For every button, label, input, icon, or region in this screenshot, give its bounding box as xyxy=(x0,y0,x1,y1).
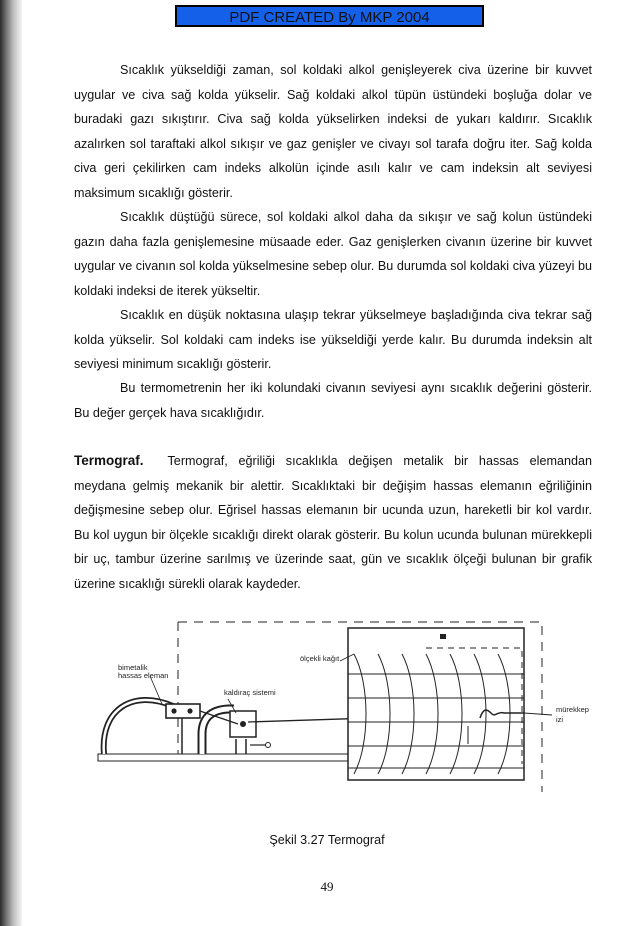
paragraph-text: Sıcaklık yükseldiği zaman, sol koldaki alkol genişleyerek civa üzerine bir kuvvet uygular ve civa sağ kolda yükselir. Sağ koldaki alkol tüpün üstündeki boşluğa dolar ve buradaki gazı sıkıştırır. Civa sağ kolda yükselirken indeksi de yukarı kaldırır. Sıcaklık azalırken sol taraftaki alkol sıkışır ve gaz genişler ve civayı sol tarafa doğru iter. Sağ kolda civa geri çekilirken cam indeks alkolün içinde asılı kalır ve cam indeksin alt seviyesi maksimum sıcaklığı gösterir. xyxy=(74,63,592,200)
paragraph-text: Sıcaklık en düşük noktasına ulaşıp tekrar yükselmeye başladığında civa tekrar sağ kolda yükselir. Sol koldaki cam indeks ise yükseldiği yerde kalır. Bu durumda indeksin alt seviyesi minimum sıcaklığı gösterir. xyxy=(74,308,592,372)
recording-drum xyxy=(348,628,524,780)
termograf-heading: Termograf. xyxy=(74,453,144,468)
bimetallic-element xyxy=(104,700,173,754)
pdf-banner: PDF CREATED By MKP 2004 xyxy=(175,5,484,27)
label-bimetalik: bimetalik xyxy=(118,663,148,672)
paragraph-4 xyxy=(74,376,592,425)
label-izi: izi xyxy=(556,715,564,724)
paragraph-3 xyxy=(74,303,592,377)
paragraph-text: Sıcaklık düştüğü sürece, sol koldaki alkol daha da sıkışır ve sağ kolun üstündeki gazın daha fazla genişlemesine müsaade eder. Gaz genişlerken civanın üzerine bir kuvvet uygular ve civanın sol kolda yükselmesine sebep olur. Bu durumda sol koldaki civa yüzeyi bu koldaki indeksi de iterek yükseltir. xyxy=(74,210,592,298)
base-plate xyxy=(98,754,348,761)
page-number: 49 xyxy=(320,879,334,894)
paragraph-2 xyxy=(74,205,592,303)
page-binding-shadow xyxy=(0,0,22,926)
label-olcekli-kagit: ölçekli kağıt xyxy=(300,654,340,663)
termograf-section xyxy=(74,449,592,597)
label-murekkep: mürekkep xyxy=(556,705,589,714)
termograf-diagram xyxy=(78,614,594,794)
paragraph-text: Bu termometrenin her iki kolundaki civanın seviyesi aynı sıcaklık değerini gösterir. Bu değer gerçek hava sıcaklığıdır. xyxy=(74,381,592,420)
label-hassas-eleman: hassas eleman xyxy=(118,671,169,680)
label-kaldirac: kaldıraç sistemi xyxy=(224,688,276,697)
termograf-text: Termograf, eğriliği sıcaklıkla değişen metalik bir hassas elemandan meydana gelmiş mekanik bir alettir. Sıcaklıktaki bir değişim hassas elemanın eğriliğinin değişmesine sebep olur. Eğrisel hassas elemanın bir ucunda uzun, hareketli bir kol vardır. Bu kol uygun bir ölçekle sıcaklığı direkt olarak gösterir. Bu kolun ucunda bulunan mürekkepli bir uç, tambur üzerine sarılmış ve üzerinde saat, gün ve sıcaklık ölçeği bulunan bir grafik üzerine sıcaklığı sürekli olarak kaydeder. xyxy=(74,454,592,591)
figure-caption: Şekil 3.27 Termograf xyxy=(269,833,385,847)
element-clamp xyxy=(166,704,200,718)
paragraph-1 xyxy=(74,58,592,206)
